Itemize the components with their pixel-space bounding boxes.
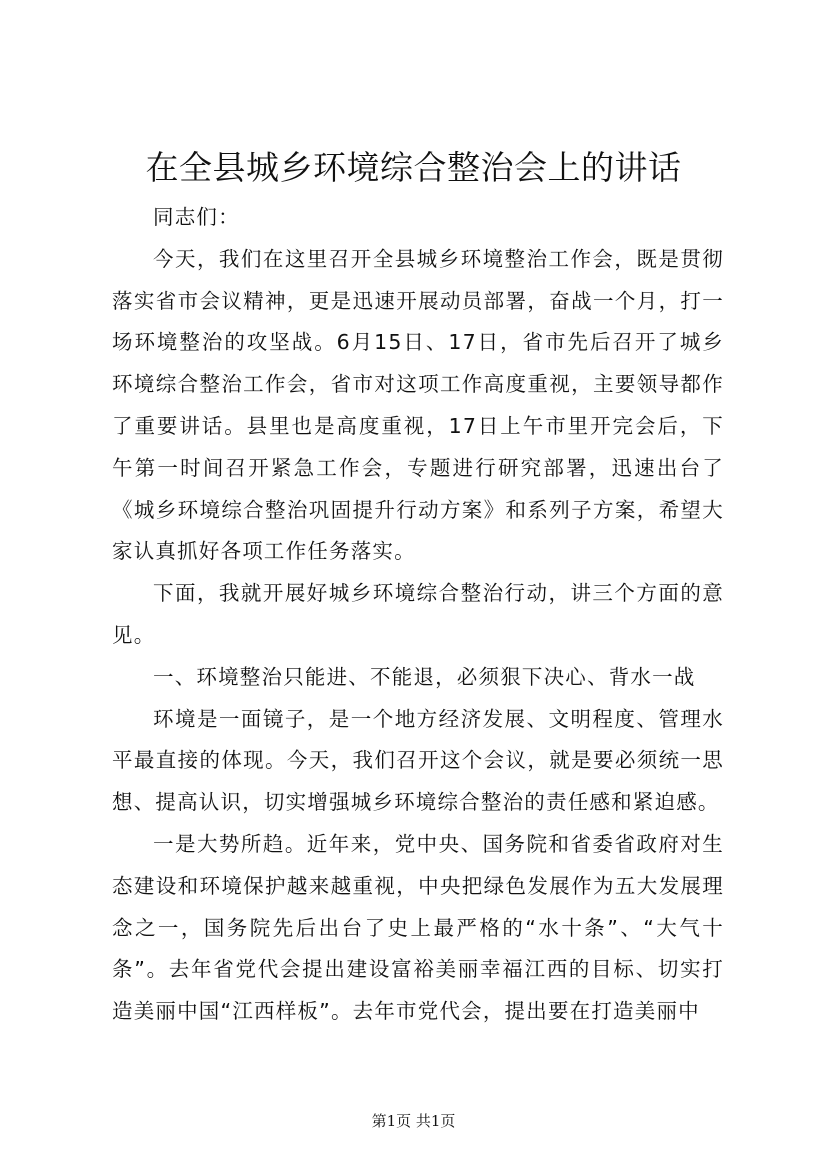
paragraph: 环境是一面镜子，是一个地方经济发展、文明程度、管理水平最直接的体现。今天，我们召开这个会议，就是要必须统一思想、提高认识，切实增强城乡环境综合整治的责任感和紧迫感。: [112, 706, 724, 815]
section-heading: 一、环境整治只能进、不能退，必须狠下决心、背水一战: [153, 664, 696, 689]
paragraph: 今天，我们在这里召开全县城乡环境整治工作会，既是贯彻落实省市会议精神，更是迅速开展动员部署，奋战一个月，打一场环境整治的攻坚战。6月15日、17日，省市先后召开了城乡环境综合整治工作会，省市对这项工作高度重视，主要领导都作了重要讲话。县里也是高度重视，17日上午市里开完会后，下午第一时间召开紧急工作会，专题进行研究部署，迅速出台了《城乡环境综合整治巩固提升行动方案》和系列子方案，希望大家认真抓好各项工作任务落实。: [112, 246, 724, 564]
document-body: [112, 197, 724, 1033]
document-title: 在全县城乡环境综合整治会上的讲话: [145, 148, 682, 187]
salutation: 同志们：: [153, 205, 240, 229]
page-footer: 第1页 共1页: [371, 1112, 456, 1130]
paragraph: 一是大势所趋。近年来，党中央、国务院和省委省政府对生态建设和环境保护越来越重视，中央把绿色发展作为五大发展理念之一，国务院先后出台了史上最严格的“水十条”、“大气十条”。去年省党代会提出建设富裕美丽幸福江西的目标、切实打造美丽中国“江西样板”。去年市党代会，提出要在打造美丽中: [112, 831, 724, 1024]
paragraph: 下面，我就开展好城乡环境综合整治行动，讲三个方面的意见。: [112, 581, 724, 647]
